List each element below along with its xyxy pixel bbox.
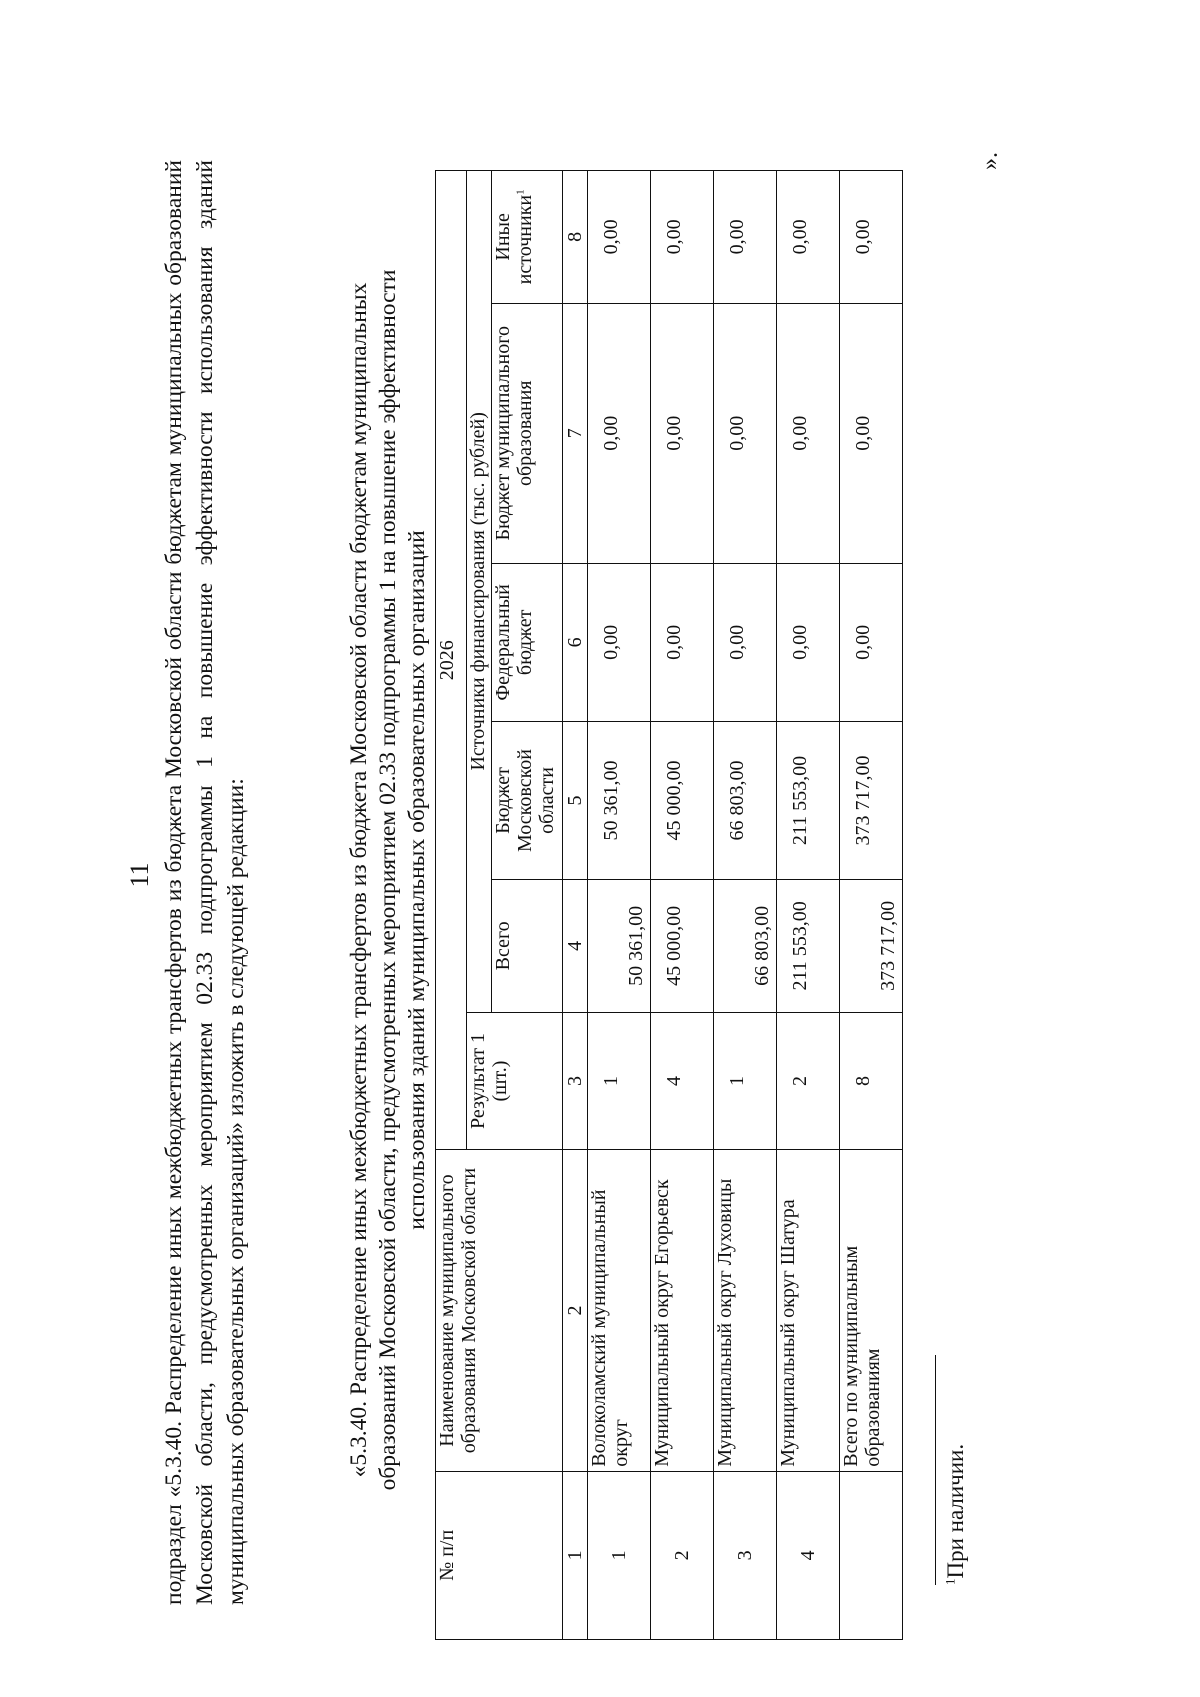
row-name: Волоколамский муниципальный округ <box>588 1150 651 1471</box>
row-result: 1 <box>714 1012 777 1150</box>
column-number-row <box>563 171 588 1640</box>
row-federal: 0,00 <box>840 563 903 721</box>
table-row <box>777 171 840 1640</box>
row-municipal: 0,00 <box>840 303 903 563</box>
column-number: 1 <box>563 1471 588 1639</box>
row-other: 0,00 <box>777 171 840 304</box>
row-municipal: 0,00 <box>777 303 840 563</box>
column-number: 8 <box>563 171 588 304</box>
table-row <box>651 171 714 1640</box>
row-result: 1 <box>588 1012 651 1150</box>
row-mo-budget: 66 803,00 <box>714 721 777 879</box>
column-number: 2 <box>563 1150 588 1471</box>
header-total: Всего <box>492 880 563 1013</box>
header-year: 2026 <box>436 171 467 1150</box>
row-total: 211 553,00 <box>777 880 840 1013</box>
footnote-mark: 1 <box>942 1578 958 1585</box>
header-result: Результат 1 (шт.) <box>467 1012 563 1150</box>
row-result: 4 <box>651 1012 714 1150</box>
row-num: 4 <box>777 1471 840 1639</box>
row-federal: 0,00 <box>714 563 777 721</box>
header-name: Наименование муниципального образования Московской области <box>436 1150 563 1471</box>
header-num: № п/п <box>436 1471 563 1639</box>
row-federal: 0,00 <box>777 563 840 721</box>
header-other-footnote-mark: 1 <box>514 189 527 195</box>
header-sources: Источники финансирования (тыс. рублей) <box>467 171 492 1013</box>
row-other: 0,00 <box>714 171 777 304</box>
column-number: 7 <box>563 303 588 563</box>
intro-paragraph: подраздел «5.3.40. Распределение иных межбюджетных трансфертов из бюджета Московской области бюджетам муниципальных образований Московской области, предусмотренных мероприятием 02.33 подпрограммы 1 на повышение эффективности использования зданий муниципальных образовательных организаций» изложить в следующей редакции: <box>161 160 249 1605</box>
column-number: 3 <box>563 1012 588 1150</box>
row-mo-budget: 45 000,00 <box>651 721 714 879</box>
header-federal: Федеральный бюджет <box>492 563 563 721</box>
row-result: 8 <box>840 1012 903 1150</box>
table-row-total <box>840 171 903 1640</box>
footnote-text: При наличии. <box>943 1443 968 1579</box>
row-municipal: 0,00 <box>714 303 777 563</box>
row-municipal: 0,00 <box>588 303 651 563</box>
header-other-label: Иные источники <box>492 194 536 285</box>
column-number: 5 <box>563 721 588 879</box>
row-num: 1 <box>588 1471 651 1639</box>
row-other: 0,00 <box>588 171 651 304</box>
row-name: Всего по муниципальным образованиям <box>840 1150 903 1471</box>
distribution-table <box>435 170 903 1640</box>
row-name: Муниципальный округ Луховицы <box>714 1150 777 1471</box>
column-number: 6 <box>563 563 588 721</box>
row-name: Муниципальный округ Егорьевск <box>651 1150 714 1471</box>
header-row-1 <box>436 171 467 1640</box>
row-total: 50 361,00 <box>588 880 651 1013</box>
table-row <box>714 171 777 1640</box>
row-name: Муниципальный округ Шатура <box>777 1150 840 1471</box>
row-other: 0,00 <box>651 171 714 304</box>
footnote-divider <box>935 1355 936 1585</box>
row-total: 373 717,00 <box>840 880 903 1013</box>
header-other <box>492 171 563 304</box>
row-other: 0,00 <box>840 171 903 304</box>
row-total: 45 000,00 <box>651 880 714 1013</box>
page-number: 11 <box>125 862 154 888</box>
row-num <box>840 1471 903 1639</box>
table-row <box>588 171 651 1640</box>
header-municipal: Бюджет муниципального образования <box>492 303 563 563</box>
column-number: 4 <box>563 880 588 1013</box>
row-result: 2 <box>777 1012 840 1150</box>
row-num: 2 <box>651 1471 714 1639</box>
row-federal: 0,00 <box>588 563 651 721</box>
row-municipal: 0,00 <box>651 303 714 563</box>
row-total: 66 803,00 <box>714 880 777 1013</box>
document-page <box>125 110 1045 1640</box>
row-num: 3 <box>714 1471 777 1639</box>
table-title: «5.3.40. Распределение иных межбюджетных трансфертов из бюджета Московской области бюджетам муниципальных образований Московской области, предусмотренных мероприятием 02.33 подпрограммы 1 на повышение эффективности использования зданий муниципальных образовательных организаций <box>346 269 430 1491</box>
row-federal: 0,00 <box>651 563 714 721</box>
header-mo-budget: Бюджет Московской области <box>492 721 563 879</box>
row-mo-budget: 373 717,00 <box>840 721 903 879</box>
row-mo-budget: 211 553,00 <box>777 721 840 879</box>
closing-quote: ». <box>977 152 1003 170</box>
footnote <box>943 1444 969 1585</box>
row-mo-budget: 50 361,00 <box>588 721 651 879</box>
